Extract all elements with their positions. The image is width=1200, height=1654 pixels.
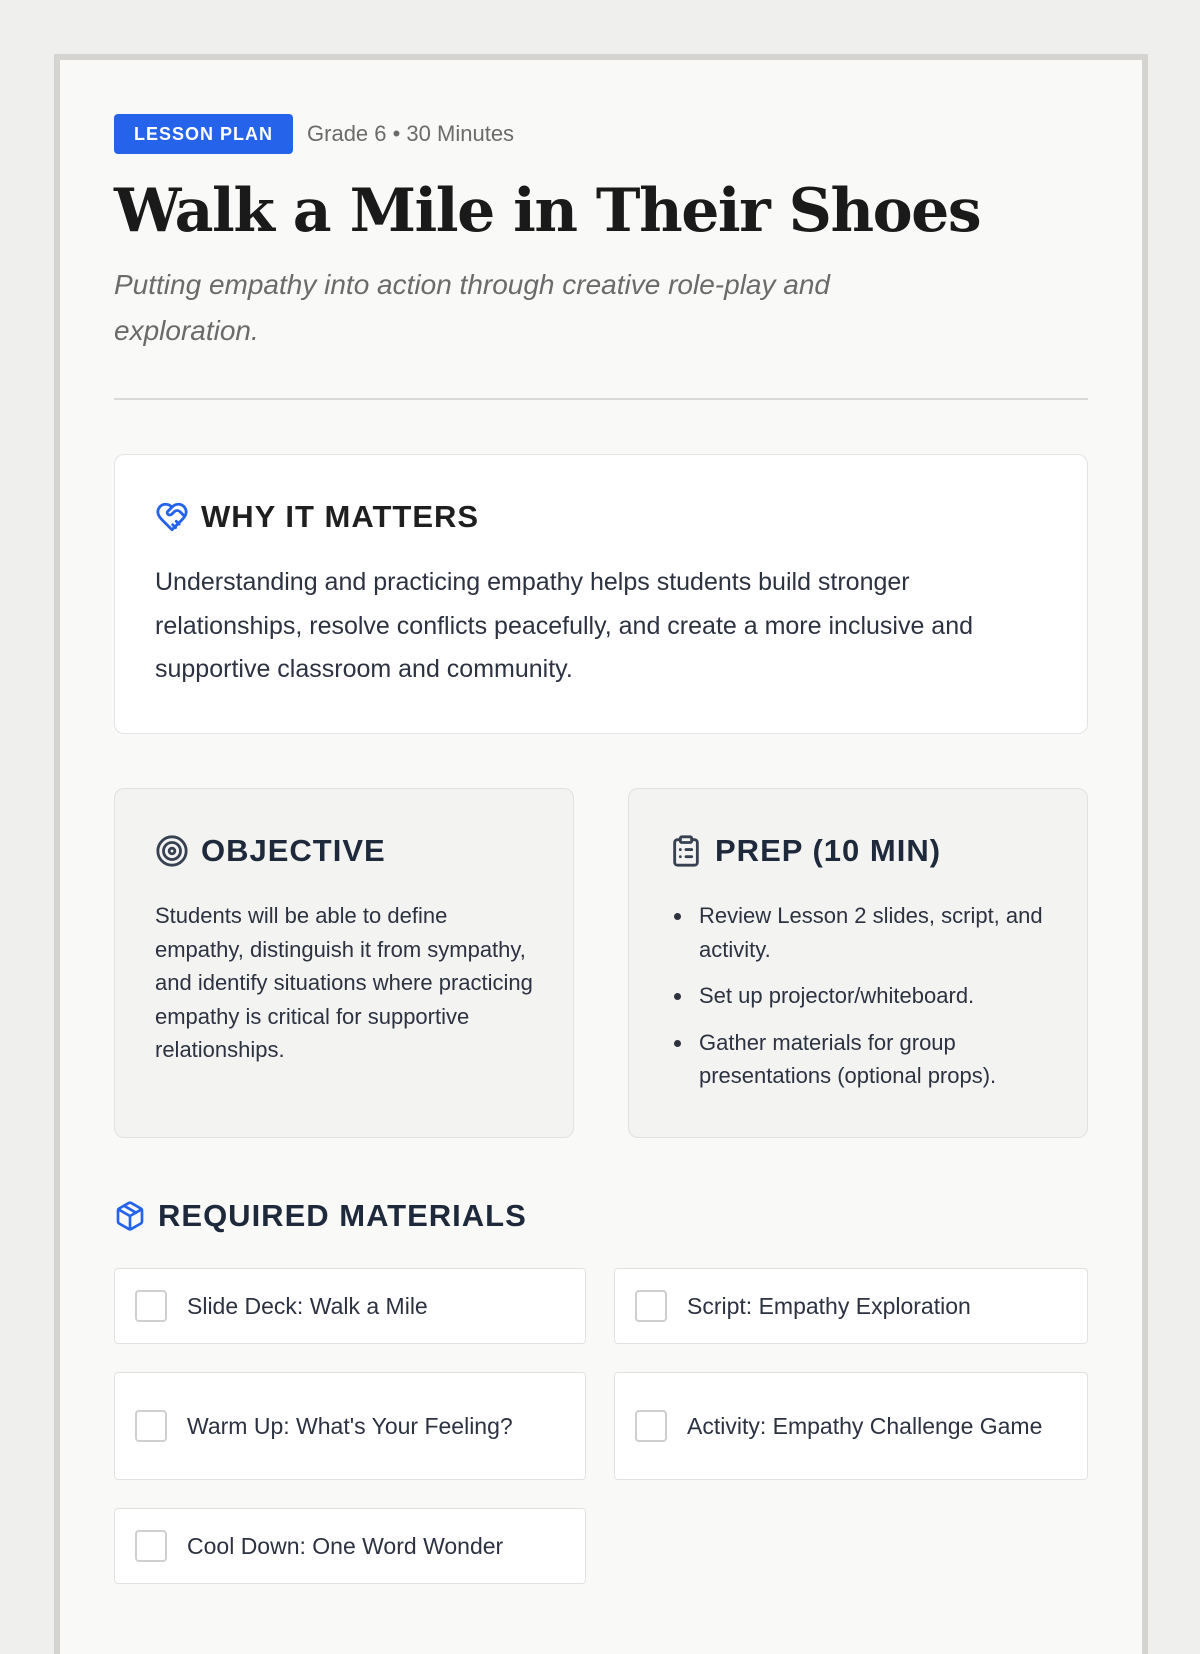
required-materials-header <box>114 1196 1088 1236</box>
required-materials-heading: REQUIRED MATERIALS <box>158 1198 527 1233</box>
why-it-matters-heading: WHY IT MATTERS <box>201 499 480 534</box>
materials-checklist <box>114 1268 1088 1584</box>
material-checkbox[interactable] <box>635 1290 667 1322</box>
prep-list <box>669 899 1047 1093</box>
material-item[interactable] <box>614 1268 1088 1344</box>
target-icon <box>155 834 189 868</box>
material-label: Slide Deck: Walk a Mile <box>187 1292 428 1319</box>
material-checkbox[interactable] <box>635 1410 667 1442</box>
objective-header <box>155 831 533 871</box>
prep-card <box>628 788 1088 1138</box>
page-content <box>114 114 1088 1584</box>
material-label: Cool Down: One Word Wonder <box>187 1532 504 1559</box>
material-checkbox[interactable] <box>135 1410 167 1442</box>
why-it-matters-card <box>114 454 1088 734</box>
prep-list-item: Review Lesson 2 slides, script, and activity. <box>669 899 1047 966</box>
why-it-matters-header <box>155 497 1047 537</box>
heart-handshake-icon <box>155 500 189 534</box>
objective-card <box>114 788 574 1138</box>
material-item[interactable] <box>114 1372 586 1480</box>
material-label: Warm Up: What's Your Feeling? <box>187 1412 513 1439</box>
meta-row <box>114 114 1088 154</box>
objective-heading: OBJECTIVE <box>201 833 386 868</box>
prep-list-item: Gather materials for group presentations (optional props). <box>669 1026 1047 1093</box>
prep-list-item: Set up projector/whiteboard. <box>669 979 1047 1013</box>
why-it-matters-text: Understanding and practicing empathy helps students build stronger relationships, resolve conflicts peacefully, and create a more inclusive and supportive classroom and community. <box>155 568 974 683</box>
page-title: Walk a Mile in Their Shoes <box>114 176 981 246</box>
lesson-plan-page <box>54 54 1148 1654</box>
material-item[interactable] <box>614 1372 1088 1480</box>
material-item[interactable] <box>114 1508 586 1584</box>
prep-heading: PREP (10 MIN) <box>715 833 942 868</box>
grade-duration-meta: Grade 6 • 30 Minutes <box>307 121 515 146</box>
header-divider <box>114 398 1088 400</box>
material-checkbox[interactable] <box>135 1530 167 1562</box>
prep-header <box>669 831 1047 871</box>
objective-prep-row <box>114 788 1088 1138</box>
clipboard-list-icon <box>669 834 703 868</box>
page-subtitle: Putting empathy into action through creative role-play and exploration. <box>114 269 830 346</box>
material-item[interactable] <box>114 1268 586 1344</box>
material-label: Activity: Empathy Challenge Game <box>687 1412 1043 1439</box>
lesson-plan-badge: LESSON PLAN <box>114 114 293 154</box>
material-checkbox[interactable] <box>135 1290 167 1322</box>
package-icon <box>114 1200 146 1232</box>
objective-text: Students will be able to define empathy, distinguish it from sympathy, and identify situations where practicing empathy is critical for supportive relationships. <box>155 903 533 1062</box>
material-label: Script: Empathy Exploration <box>687 1292 971 1319</box>
